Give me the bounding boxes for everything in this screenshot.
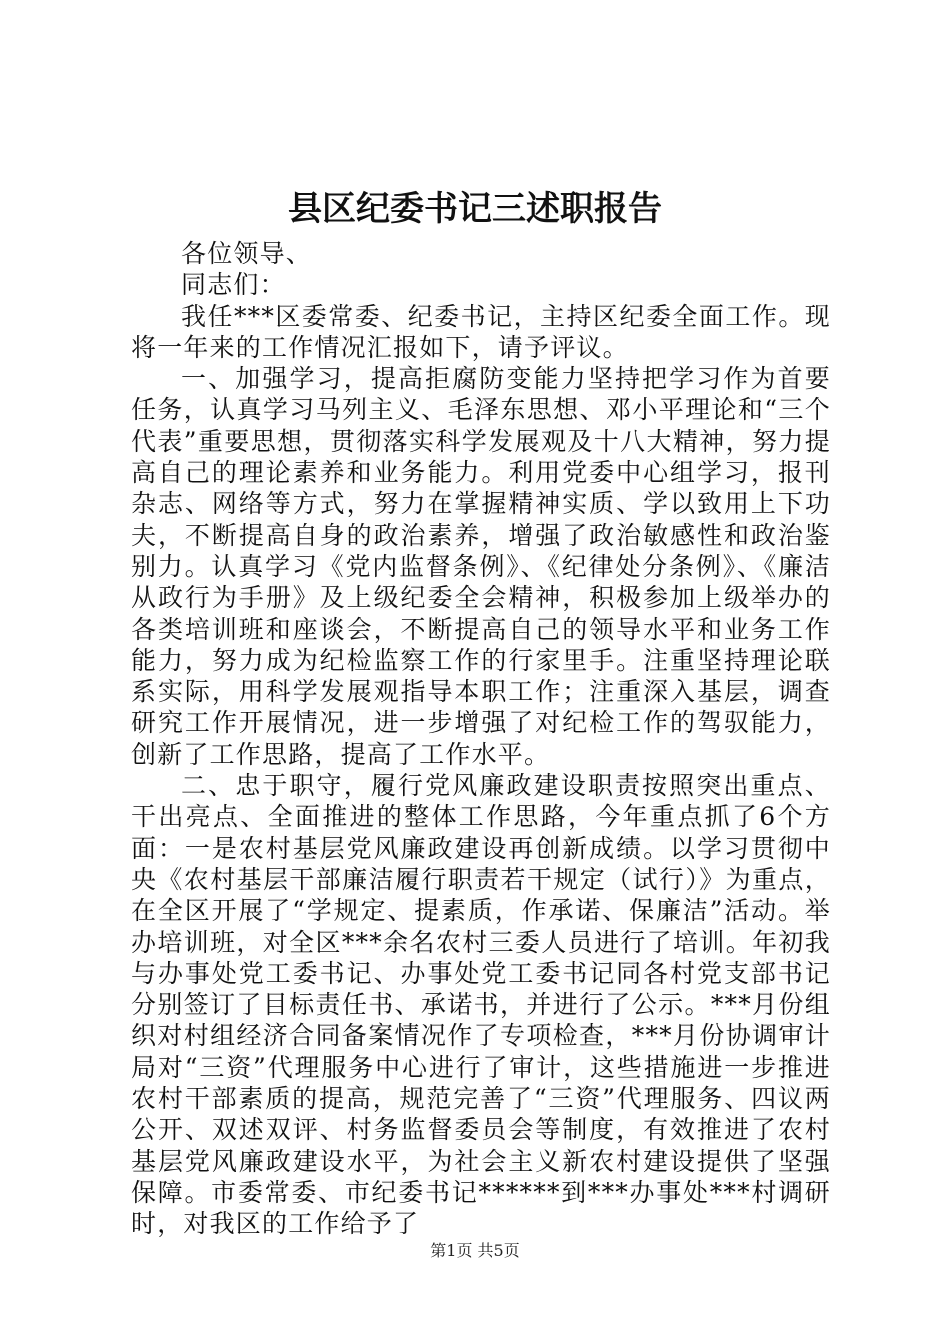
page-number-footer: 第1页 共5页 <box>430 1241 520 1260</box>
salutation-line-1: 各位领导、 <box>181 239 313 268</box>
document-body <box>131 238 831 1240</box>
section-1-paragraph: 一、加强学习，提高拒腐防变能力坚持把学习作为首要任务，认真学习马列主义、毛泽东思想、邓小平理论和“三个代表”重要思想，贯彻落实科学发展观及十八大精神，努力提高自己的理论素养和业务能力。利用党委中心组学习，报刊杂志、网络等方式，努力在掌握精神实质、学以致用上下功夫，不断提高自身的政治素养，增强了政治敏感性和政治鉴别力。认真学习《党内监督条例》、《纪律处分条例》、《廉洁从政行为手册》及上级纪委全会精神，积极参加上级举办的各类培训班和座谈会，不断提高自己的领导水平和业务工作能力，努力成为纪检监察工作的行家里手。注重坚持理论联系实际，用科学发展观指导本职工作；注重深入基层，调查研究工作开展情况，进一步增强了对纪检工作的驾驭能力，创新了工作思路，提高了工作水平。 <box>131 364 831 769</box>
salutation-line-2: 同志们： <box>181 270 286 300</box>
document-title: 县区纪委书记三述职报告 <box>288 189 662 229</box>
section-2-paragraph: 二、忠于职守，履行党风廉政建设职责按照突出重点、干出亮点、全面推进的整体工作思路，今年重点抓了6个方面：一是农村基层党风廉政建设再创新成绩。以学习贯彻中央《农村基层干部廉洁履行职责若干规定（试行）》为重点，在全区开展了“学规定、提素质，作承诺、保廉洁”活动。举办培训班，对全区***余名农村三委人员进行了培训。年初我与办事处党工委书记、办事处党工委书记同各村党支部书记分别签订了目标责任书、承诺书，并进行了公示。***月份组织对村组经济合同备案情况作了专项检查，***月份协调审计局对“三资”代理服务中心进行了审计，这些措施进一步推进农村干部素质的提高，规范完善了“三资”代理服务、四议两公开、双述双评、村务监督委员会等制度，有效推进了农村基层党风廉政建设水平，为社会主义新农村建设提供了坚强保障。市委常委、市纪委书记******到***办事处***村调研时，对我区的工作给予了 <box>131 771 831 1239</box>
intro-paragraph: 我任***区委常委、纪委书记，主持区纪委全面工作。现将一年来的工作情况汇报如下，请予评议。 <box>131 301 831 362</box>
